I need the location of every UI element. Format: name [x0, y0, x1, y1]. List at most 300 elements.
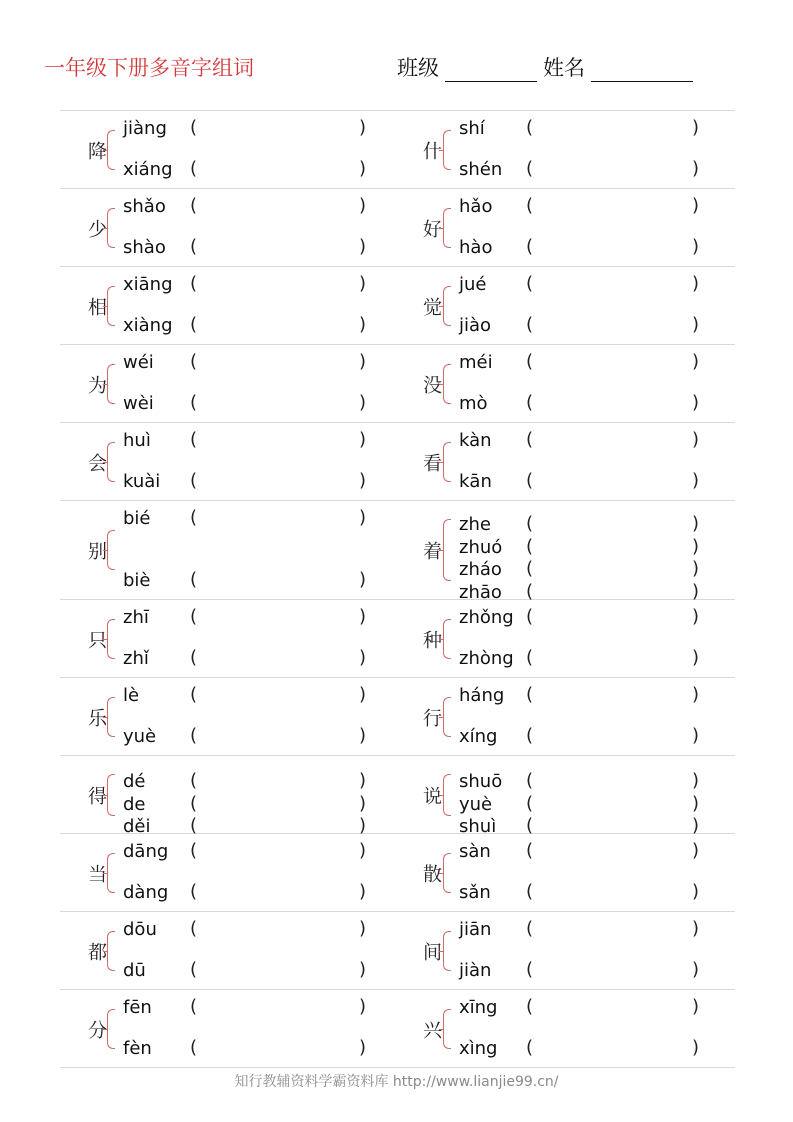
reading-list — [123, 604, 397, 673]
polyphone-character: 当 — [88, 863, 108, 885]
reading-entry — [459, 918, 734, 942]
table-row — [60, 600, 735, 678]
page-title: 一年级下册多音字组词 — [44, 56, 254, 80]
table-row — [60, 990, 735, 1068]
character-cell — [397, 834, 734, 911]
answer-blank-close: ) — [359, 351, 367, 372]
name-label: 姓名 — [543, 56, 585, 80]
polyphone-character: 散 — [423, 863, 443, 885]
polyphone-character: 种 — [423, 629, 443, 651]
answer-blank-open[interactable]: ( — [190, 996, 198, 1017]
reading-entry — [123, 684, 397, 708]
pinyin-label: zhe — [459, 514, 491, 535]
answer-blank-open[interactable]: ( — [526, 535, 534, 557]
reading-list — [123, 994, 397, 1063]
answer-blank-open[interactable]: ( — [526, 429, 534, 450]
character-cell — [397, 678, 734, 755]
reading-list — [123, 838, 397, 907]
answer-blank-close: ) — [692, 725, 700, 746]
pinyin-label: hǎo — [459, 196, 493, 217]
answer-blank-open[interactable]: ( — [190, 770, 198, 791]
reading-entry — [123, 507, 397, 531]
pinyin-label: de — [123, 793, 146, 815]
reading-list — [459, 193, 734, 262]
pinyin-label: kān — [459, 471, 492, 492]
reading-entry — [459, 392, 734, 416]
answer-blank-close: ) — [692, 429, 700, 450]
character-cell — [397, 912, 734, 989]
pinyin-label: xīng — [459, 997, 498, 1018]
character-cell — [60, 189, 397, 266]
character-cell — [397, 111, 734, 188]
answer-blank-open[interactable]: ( — [190, 684, 198, 705]
reading-entry — [123, 996, 397, 1020]
polyphone-character: 为 — [88, 374, 108, 396]
pinyin-label: shí — [459, 118, 485, 139]
polyphone-character: 只 — [88, 629, 108, 651]
table-row — [60, 189, 735, 267]
reading-entry — [123, 351, 397, 375]
answer-blank-open[interactable]: ( — [526, 647, 534, 668]
reading-list — [459, 271, 734, 340]
brace-icon — [107, 442, 115, 482]
reading-entry — [123, 647, 397, 671]
pinyin-label: zhǐ — [123, 648, 149, 669]
reading-list — [459, 760, 734, 837]
reading-list — [459, 682, 734, 751]
answer-blank-open[interactable]: ( — [526, 725, 534, 746]
answer-blank-open[interactable]: ( — [526, 840, 534, 861]
answer-blank-open[interactable]: ( — [526, 158, 534, 179]
answer-blank-open[interactable]: ( — [526, 392, 534, 413]
answer-blank-open[interactable]: ( — [190, 195, 198, 216]
pinyin-label: dàng — [123, 882, 169, 903]
answer-blank-open[interactable]: ( — [526, 996, 534, 1017]
answer-blank-close: ) — [359, 840, 367, 861]
reading-list — [123, 193, 397, 262]
reading-entry — [123, 606, 397, 630]
answer-blank-close: ) — [692, 647, 700, 668]
answer-blank-open[interactable]: ( — [526, 606, 534, 627]
answer-blank-close: ) — [692, 558, 700, 579]
pinyin-label: xiāng — [123, 274, 173, 295]
character-cell — [397, 756, 734, 837]
answer-blank-close: ) — [692, 351, 700, 372]
answer-blank-close: ) — [359, 236, 367, 257]
class-blank[interactable] — [445, 57, 537, 82]
answer-blank-close: ) — [692, 770, 700, 791]
table-row — [60, 267, 735, 345]
pinyin-label: sàn — [459, 841, 491, 862]
pinyin-label: dū — [123, 960, 146, 981]
reading-entry — [459, 117, 734, 141]
table-row — [60, 756, 735, 837]
pinyin-label: wéi — [123, 352, 154, 373]
reading-entry — [123, 569, 397, 593]
answer-blank-close: ) — [359, 569, 367, 590]
reading-list — [123, 760, 397, 837]
answer-blank-close: ) — [692, 684, 700, 705]
answer-blank-close: ) — [359, 792, 367, 814]
pinyin-label: xìng — [459, 1038, 498, 1059]
answer-blank-open[interactable]: ( — [526, 770, 534, 791]
pinyin-label: zhuó — [459, 536, 503, 558]
reading-list — [123, 271, 397, 340]
pinyin-label: děi — [123, 816, 151, 837]
pinyin-label: shào — [123, 237, 166, 258]
answer-blank-close: ) — [359, 881, 367, 902]
reading-entry — [459, 725, 734, 749]
reading-entry — [123, 273, 397, 297]
answer-blank-close: ) — [359, 770, 367, 791]
answer-blank-open[interactable]: ( — [190, 507, 198, 528]
answer-blank-open[interactable]: ( — [526, 195, 534, 216]
polyphone-character: 好 — [423, 218, 443, 240]
brace-icon — [107, 286, 115, 326]
answer-blank-open[interactable]: ( — [526, 558, 534, 579]
character-cell — [60, 345, 397, 422]
brace-icon — [107, 130, 115, 170]
answer-blank-close: ) — [359, 684, 367, 705]
pinyin-label: yuè — [459, 793, 493, 815]
answer-blank-close: ) — [359, 606, 367, 627]
polyphone-character: 乐 — [88, 707, 108, 729]
pinyin-label: shuō — [459, 771, 503, 792]
pinyin-label: huì — [123, 430, 151, 451]
pinyin-label: zhòng — [459, 648, 514, 669]
answer-blank-open[interactable]: ( — [190, 236, 198, 257]
brace-icon — [443, 853, 451, 893]
reading-entry — [459, 195, 734, 219]
reading-entry — [459, 959, 734, 983]
answer-blank-open[interactable]: ( — [190, 840, 198, 861]
answer-blank-close: ) — [359, 158, 367, 179]
answer-blank-open[interactable]: ( — [526, 815, 534, 836]
polyphone-character: 降 — [88, 140, 108, 162]
character-cell — [60, 423, 397, 500]
answer-blank-close: ) — [692, 996, 700, 1017]
polyphone-character: 分 — [88, 1019, 108, 1041]
answer-blank-open[interactable]: ( — [190, 792, 198, 814]
answer-blank-open[interactable]: ( — [190, 918, 198, 939]
answer-blank-close: ) — [692, 236, 700, 257]
answer-blank-close: ) — [359, 918, 367, 939]
pinyin-label: xiàng — [123, 315, 173, 336]
reading-list — [459, 115, 734, 184]
brace-icon — [107, 364, 115, 404]
answer-blank-open[interactable]: ( — [190, 351, 198, 372]
pinyin-label: zhāo — [459, 581, 502, 603]
reading-entry — [459, 558, 734, 582]
reading-entry — [459, 158, 734, 182]
brace-icon — [443, 1009, 451, 1049]
brace-icon — [107, 774, 115, 816]
answer-blank-open[interactable]: ( — [190, 647, 198, 668]
character-cell — [397, 501, 734, 603]
answer-blank-open[interactable]: ( — [526, 580, 534, 602]
answer-blank-open[interactable]: ( — [526, 513, 534, 534]
reading-entry — [459, 647, 734, 671]
polyphone-character: 什 — [423, 140, 443, 162]
polyphone-character: 着 — [423, 540, 443, 563]
reading-entry — [459, 881, 734, 905]
character-cell — [397, 990, 734, 1067]
polyphone-character: 别 — [88, 540, 108, 563]
answer-blank-open[interactable]: ( — [190, 725, 198, 746]
answer-blank-close: ) — [692, 1037, 700, 1058]
pinyin-label: sǎn — [459, 882, 491, 903]
answer-blank-close: ) — [692, 117, 700, 138]
footer-watermark: 知行教辅资料学霸资料库 http://www.lianjie99.cn/ — [234, 1074, 559, 1090]
pinyin-label: bié — [123, 508, 151, 529]
answer-blank-open[interactable]: ( — [526, 959, 534, 980]
character-cell — [60, 990, 397, 1067]
character-cell — [397, 600, 734, 677]
pinyin-label: xíng — [459, 726, 498, 747]
answer-blank-open[interactable]: ( — [526, 314, 534, 335]
answer-blank-open[interactable]: ( — [526, 1037, 534, 1058]
pinyin-label: háng — [459, 685, 505, 706]
reading-list — [123, 505, 397, 595]
answer-blank-open[interactable]: ( — [526, 792, 534, 814]
answer-blank-close: ) — [692, 918, 700, 939]
polyphone-character: 得 — [88, 785, 108, 807]
pinyin-label: lè — [123, 685, 140, 706]
pinyin-label: wèi — [123, 393, 154, 414]
reading-entry — [123, 793, 397, 817]
table-row — [60, 501, 735, 603]
reading-list — [123, 682, 397, 751]
brace-icon — [443, 774, 451, 816]
reading-entry — [123, 195, 397, 219]
pinyin-label: jiān — [459, 919, 492, 940]
answer-blank-open[interactable]: ( — [190, 158, 198, 179]
answer-blank-open[interactable]: ( — [526, 351, 534, 372]
answer-blank-close: ) — [692, 580, 700, 602]
character-cell — [397, 423, 734, 500]
reading-list — [459, 604, 734, 673]
answer-blank-close: ) — [359, 470, 367, 491]
brace-icon — [107, 530, 115, 570]
pinyin-label: zhǒng — [459, 607, 514, 628]
answer-blank-open[interactable]: ( — [190, 392, 198, 413]
answer-blank-open[interactable]: ( — [526, 881, 534, 902]
pinyin-label: yuè — [123, 726, 157, 747]
answer-blank-close: ) — [692, 959, 700, 980]
table-row — [60, 111, 735, 189]
answer-blank-open[interactable]: ( — [190, 569, 198, 590]
brace-icon — [443, 442, 451, 482]
reading-list — [459, 427, 734, 496]
name-blank[interactable] — [591, 57, 693, 82]
answer-blank-close: ) — [692, 606, 700, 627]
answer-blank-close: ) — [359, 392, 367, 413]
brace-icon — [107, 853, 115, 893]
answer-blank-close: ) — [359, 314, 367, 335]
answer-blank-open[interactable]: ( — [190, 881, 198, 902]
character-cell — [60, 111, 397, 188]
pinyin-label: méi — [459, 352, 493, 373]
reading-entry — [123, 840, 397, 864]
brace-icon — [443, 697, 451, 737]
pinyin-label: zhī — [123, 607, 149, 628]
answer-blank-close: ) — [692, 273, 700, 294]
character-cell — [60, 600, 397, 677]
reading-entry — [123, 770, 397, 794]
brace-icon — [107, 1009, 115, 1049]
reading-list — [123, 349, 397, 418]
character-cell — [397, 267, 734, 344]
answer-blank-open[interactable]: ( — [190, 815, 198, 836]
polyphone-character: 会 — [88, 452, 108, 474]
reading-entry — [123, 470, 397, 494]
reading-entry — [123, 918, 397, 942]
reading-list — [459, 916, 734, 985]
answer-blank-open[interactable]: ( — [190, 273, 198, 294]
table-row — [60, 345, 735, 423]
pinyin-label: hào — [459, 237, 493, 258]
pinyin-label: zháo — [459, 559, 502, 580]
reading-entry — [123, 725, 397, 749]
pinyin-label: kàn — [459, 430, 492, 451]
answer-blank-close: ) — [692, 195, 700, 216]
answer-blank-open[interactable]: ( — [190, 314, 198, 335]
answer-blank-open[interactable]: ( — [526, 236, 534, 257]
reading-list — [123, 115, 397, 184]
reading-entry — [123, 392, 397, 416]
character-cell — [60, 912, 397, 989]
reading-entry — [459, 684, 734, 708]
answer-blank-open[interactable]: ( — [526, 684, 534, 705]
class-label: 班级 — [397, 56, 439, 80]
reading-entry — [459, 513, 734, 537]
reading-list — [459, 994, 734, 1063]
answer-blank-close: ) — [359, 996, 367, 1017]
brace-icon — [443, 130, 451, 170]
brace-icon — [443, 931, 451, 971]
pinyin-label: shén — [459, 159, 503, 180]
reading-entry — [123, 236, 397, 260]
polyphone-character: 没 — [423, 374, 443, 396]
answer-blank-close: ) — [359, 273, 367, 294]
brace-icon — [443, 286, 451, 326]
brace-icon — [107, 697, 115, 737]
answer-blank-close: ) — [692, 158, 700, 179]
polyphone-character: 相 — [88, 296, 108, 318]
answer-blank-open[interactable]: ( — [190, 1037, 198, 1058]
pinyin-label: shǎo — [123, 196, 166, 217]
answer-blank-open[interactable]: ( — [526, 117, 534, 138]
brace-icon — [443, 208, 451, 248]
answer-blank-close: ) — [359, 647, 367, 668]
reading-entry — [459, 536, 734, 560]
answer-blank-close: ) — [692, 881, 700, 902]
reading-entry — [459, 470, 734, 494]
polyphone-character: 说 — [423, 785, 443, 807]
answer-blank-close: ) — [359, 1037, 367, 1058]
reading-entry — [459, 314, 734, 338]
answer-blank-close: ) — [359, 507, 367, 528]
table-row — [60, 912, 735, 990]
table-row — [60, 834, 735, 912]
answer-blank-close: ) — [692, 815, 700, 836]
reading-entry — [459, 429, 734, 453]
reading-entry — [459, 1037, 734, 1061]
answer-blank-close: ) — [359, 429, 367, 450]
character-cell — [397, 189, 734, 266]
answer-blank-close: ) — [359, 117, 367, 138]
reading-entry — [459, 236, 734, 260]
pinyin-label: dāng — [123, 841, 169, 862]
pinyin-label: kuài — [123, 471, 161, 492]
reading-list — [123, 427, 397, 496]
answer-blank-open[interactable]: ( — [190, 429, 198, 450]
polyphone-character: 看 — [423, 452, 443, 474]
reading-list — [123, 916, 397, 985]
reading-list — [459, 838, 734, 907]
table-row — [60, 423, 735, 501]
polyphone-character: 都 — [88, 941, 108, 963]
answer-blank-close: ) — [359, 959, 367, 980]
reading-list — [459, 505, 734, 603]
pinyin-label: jiàn — [459, 960, 492, 981]
pinyin-label: dé — [123, 771, 146, 792]
pinyin-label: jiàng — [123, 118, 167, 139]
answer-blank-open[interactable]: ( — [190, 470, 198, 491]
polyphone-character: 兴 — [423, 1019, 443, 1041]
character-cell — [60, 756, 397, 837]
word-table — [60, 110, 735, 1068]
reading-entry — [123, 1037, 397, 1061]
answer-blank-open[interactable]: ( — [190, 117, 198, 138]
reading-entry — [459, 840, 734, 864]
reading-entry — [459, 793, 734, 817]
character-cell — [60, 501, 397, 599]
pinyin-label: mò — [459, 393, 488, 414]
answer-blank-open[interactable]: ( — [190, 606, 198, 627]
pinyin-label: biè — [123, 570, 151, 591]
reading-entry — [459, 996, 734, 1020]
polyphone-character: 少 — [88, 218, 108, 240]
answer-blank-close: ) — [692, 513, 700, 534]
character-cell — [397, 345, 734, 422]
answer-blank-open[interactable]: ( — [526, 273, 534, 294]
reading-entry — [123, 158, 397, 182]
pinyin-label: fēn — [123, 997, 152, 1018]
answer-blank-close: ) — [692, 314, 700, 335]
answer-blank-close: ) — [359, 725, 367, 746]
reading-entry — [459, 351, 734, 375]
character-cell — [60, 834, 397, 911]
pinyin-label: shuì — [459, 816, 497, 837]
answer-blank-open[interactable]: ( — [190, 959, 198, 980]
answer-blank-open[interactable]: ( — [526, 918, 534, 939]
brace-icon — [107, 208, 115, 248]
answer-blank-close: ) — [692, 470, 700, 491]
pinyin-label: jué — [459, 274, 487, 295]
pinyin-label: dōu — [123, 919, 157, 940]
brace-icon — [443, 519, 451, 581]
reading-entry — [459, 606, 734, 630]
pinyin-label: fèn — [123, 1038, 152, 1059]
answer-blank-close: ) — [692, 392, 700, 413]
reading-entry — [123, 429, 397, 453]
answer-blank-close: ) — [692, 792, 700, 814]
reading-entry — [123, 314, 397, 338]
answer-blank-open[interactable]: ( — [526, 470, 534, 491]
reading-entry — [123, 959, 397, 983]
pinyin-label: xiáng — [123, 159, 173, 180]
